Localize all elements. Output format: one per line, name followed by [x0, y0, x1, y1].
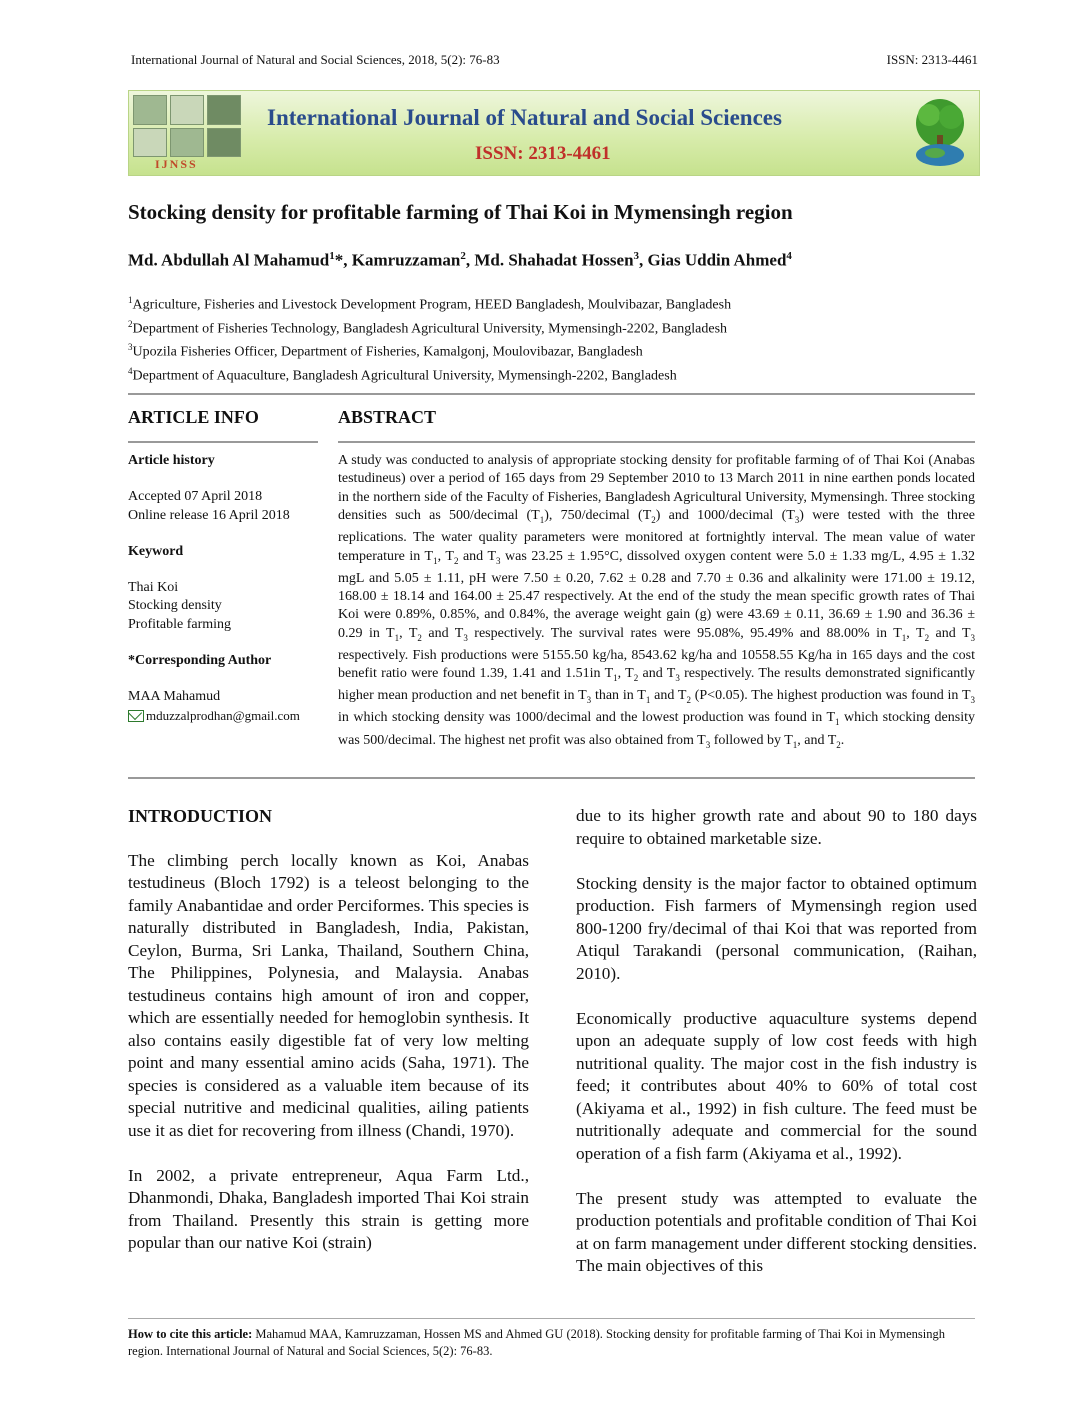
affiliation-item	[128, 338, 731, 362]
banner-tile	[170, 128, 204, 158]
intro-left-column	[128, 805, 529, 1277]
citation-footer	[128, 1326, 978, 1359]
affiliation-mark: 3	[128, 342, 133, 353]
author-separator: ,	[465, 250, 475, 270]
affiliation-item	[128, 315, 731, 339]
banner-journal-title: International Journal of Natural and Social Sciences	[267, 105, 782, 130]
running-head-citation: International Journal of Natural and Social Sciences, 2018, 5(2): 76-83	[131, 52, 500, 67]
author-mark: 2	[460, 250, 466, 262]
author-separator: ,	[639, 250, 648, 270]
citation-text: Mahamud MAA, Kamruzzaman, Hossen MS and Ahmed GU (2018). Stocking density for profitable farming of Thai Koi in Mymensingh region. International Journal of Natural and Social Sciences, 5(2): 76-83.	[128, 1327, 945, 1358]
author-name: Gias Uddin Ahmed	[647, 250, 787, 270]
envelope-icon	[128, 710, 144, 722]
banner-issn: ISSN: 2313-4461	[475, 143, 611, 164]
divider	[128, 441, 318, 443]
abstract-heading: ABSTRACT	[338, 407, 437, 427]
history-label: Article history	[128, 453, 215, 468]
author-mark: 4	[786, 250, 792, 262]
author-name: Md. Shahadat Hossen	[474, 250, 634, 270]
intro-right-column	[576, 805, 977, 1300]
affiliation-mark: 4	[128, 365, 133, 376]
keyword-label: Keyword	[128, 543, 184, 559]
affiliation-text: Agriculture, Fisheries and Livestock Development Program, HEED Bangladesh, Moulvibazar, Bangladesh	[132, 297, 732, 313]
author-separator: *,	[334, 250, 352, 270]
affiliation-item	[128, 291, 731, 315]
body-paragraph: In 2002, a private entrepreneur, Aqua Farm Ltd., Dhanmondi, Dhaka, Bangladesh imported Thai Koi strain from Thailand. Presently this strain is getting more popular than our native Koi (strain)	[128, 1165, 529, 1252]
affiliation-list	[128, 291, 731, 386]
globe-tree-icon	[907, 95, 973, 169]
corresponding-label: *Corresponding Author	[128, 653, 272, 669]
author-name: Md. Abdullah Al Mahamud	[128, 250, 330, 270]
affiliation-mark: 1	[128, 295, 133, 305]
keyword-item: Thai Koi	[128, 580, 179, 596]
affiliation-text: Department of Aquaculture, Bangladesh Agricultural University, Mymensingh-2202, Bangladesh	[132, 368, 677, 384]
corresponding-name: MAA Mahamud	[128, 689, 221, 705]
keyword-item: Profitable farming	[128, 616, 232, 632]
article-info-panel	[128, 452, 328, 725]
author-mark: 3	[633, 250, 640, 262]
author-name: Kamruzzaman	[351, 250, 461, 270]
journal-banner	[128, 90, 980, 176]
email-link[interactable]: mduzzalprodhan@gmail.com	[146, 707, 300, 723]
article-title: Stocking density for profitable farming of Thai Koi in Mymensingh region	[128, 200, 793, 224]
divider	[128, 777, 975, 779]
banner-tile	[207, 128, 241, 158]
divider	[128, 393, 975, 395]
citation-label: How to cite this article:	[128, 1327, 253, 1341]
body-paragraph: Economically productive aquaculture systems depend upon an adequate supply of low cost feeds with high nutritional quality. The major cost in the fish industry is feed; it contributes about 40% to 60% of total cost (Akiyama et al., 1992) in fish culture. The feed must be nutritionally adequate and commercial for the sound operation of a fish farm (Akiyama et al., 1992).	[576, 1008, 977, 1163]
online-date: Online release 16 April 2018	[128, 507, 290, 523]
article-info-heading: ARTICLE INFO	[128, 407, 259, 427]
affiliation-text: Upozila Fisheries Officer, Department of Fisheries, Kamalgonj, Moulovibazar, Bangladesh	[132, 344, 643, 360]
affiliation-text: Department of Fisheries Technology, Bangladesh Agricultural University, Mymensingh-2202, Bangladesh	[132, 321, 728, 337]
author-mark: 1	[329, 250, 335, 262]
banner-tile	[207, 95, 241, 125]
intro-heading: INTRODUCTION	[128, 806, 273, 826]
banner-tile	[133, 128, 167, 158]
body-paragraph: The present study was attempted to evaluate the production potentials and profitable condition of Thai Koi at on farm management under different stocking densities. The main objectives of this	[576, 1188, 977, 1275]
body-paragraph: The climbing perch locally known as Koi, Anabas testudineus (Bloch 1792) is a teleost belonging to the family Anabantidae and order Perciformes. This species is naturally distributed in Bangladesh, India, Pakistan, Ceylon, Burma, Sri Lanka, Thailand, Southern China, The Philippines, Polynesia, and Malaysia. Anabas testudineus contains high amount of iron and copper, which are essentially needed for hemoglobin synthesis. It also contains easily digestible fat of very low melting point and many essential amino acids (Saha, 1971). The species is considered as a valuable item because of its special nutritive and medicinal qualities, ailing patients use it as diet for recovering from illness (Chandi, 1970).	[128, 850, 529, 1140]
abstract-body: A study was conducted to analysis of appropriate stocking density for profitable farming of of Thai Koi (Anabas testudineus) over a period of 165 days from 29 September 2010 to 13 March 2011 in nine earthen ponds located in the northern side of the Faculty of Fisheries, Bangladesh Agricultural University, Mymensingh. Three stocking densities such as 500/decimal $(T_1)$, 750/decimal $(T_2)$ and 1000/decimal $(T_3)$ were tested with the three replications. The water quality parameters were monitored at fortnightly interval. The mean value of water temperature in $T_1$, $T_2$ and $T_3$ was 23.25 ± 1.95°C, dissolved oxygen content were 5.0 ± 1.33 mg/L, 4.95 ± 1.32 mgL and 5.05 ± 1.11, pH were 7.50 ± 0.20, 7.62 ± 0.28 and 7.70 ± 0.36 and alkalinity were 171.00 ± 19.12, 168.00 ± 18.14 and 164.00 ± 25.47 respectively. At the end of the study the mean specific growth rates of Thai Koi were 0.89%, 0.85%, and 0.84%, the average weight gain (g) were 43.69 ± 0.11, 36.69 ± 1.90 and 36.36 ± 0.29 in $T_1$, $T_2$ and $T_3$ respectively. The survival rates were 95.08%, 95.49% and 88.00% in $T_1$, $T_2$ and $T_3$ respectively. Fish productions were 5155.50 kg/ha, 8543.62 kg/ha and 10558.55 Kg/ha in 165 days and the cost benefit ratio were found 1.39, 1.41 and 1.51in $T_1$, $T_2$ and $T_3$ respectively. The results demonstrated significantly higher mean production and net benefit in $T_3$ than in $T_1$ and $T_2$ (P<0.05). The highest production was found in $T_3$ in which stocking density was 1000/decimal and the lowest production was found in $T_1$ which stocking density was 500/decimal. The highest net profit was also obtained from $T_3$ followed by $T_1$, and $T_2$.	[338, 453, 976, 750]
author-list	[128, 250, 792, 271]
affiliation-mark: 2	[128, 318, 133, 329]
banner-photo-collage	[133, 95, 241, 157]
running-head-issn: ISSN: 2313-4461	[886, 52, 978, 67]
banner-abbreviation: IJNSS	[155, 157, 198, 171]
banner-tile	[170, 95, 204, 125]
body-paragraph: Stocking density is the major factor to obtained optimum production. Fish farmers of Mymensingh region used 800-1200 fry/decimal of thai Koi that was reported from Atiqul Tarakandi (personal communication, (Raihan, 2010).	[576, 873, 977, 983]
body-paragraph: due to its higher growth rate and about 90 to 180 days require to obtained marketable size.	[576, 806, 977, 848]
keyword-item: Stocking density	[128, 598, 222, 614]
accepted-date: Accepted 07 April 2018	[128, 489, 263, 505]
affiliation-item	[128, 362, 731, 386]
email-line	[128, 707, 328, 725]
divider	[128, 1318, 975, 1319]
divider	[338, 441, 975, 443]
banner-tile	[133, 95, 167, 125]
